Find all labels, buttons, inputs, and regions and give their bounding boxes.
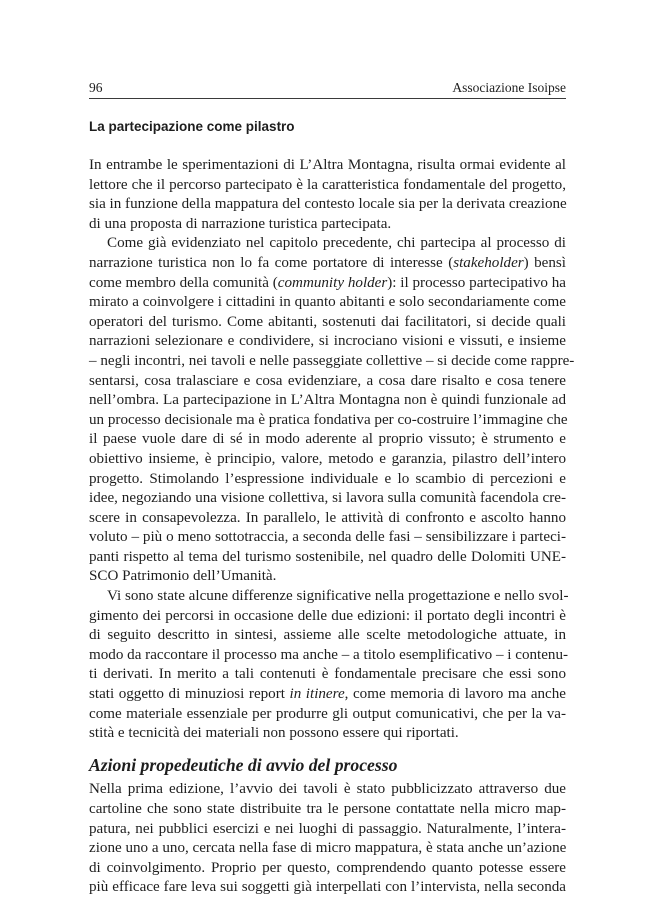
text-line [89, 274, 566, 294]
text-line: obiettivo insieme, è principio, valore, metodo e garanzia, pilastro dell’intero [89, 450, 566, 467]
text-line: narrazioni selezionare e condividere, si incrociano visioni e vissuti, e insieme [89, 333, 566, 350]
text-line: ti derivati. In merito a tali contenuti è fondamentale precisare che essi sono [89, 666, 566, 683]
text-line: stità e tecnicità dei materiali non possono essere qui riportati. [89, 725, 459, 742]
text-segment: ) bensì [523, 254, 566, 271]
text-segment: come membro della comunità ( [89, 274, 278, 291]
text-line: progetto. Stimolando l’espressione individuale e lo scambio di percezioni e [89, 470, 566, 487]
text-line: In entrambe le sperimentazioni di L’Altra Montagna, risulta ormai evidente al [89, 157, 566, 173]
text-line: zione uno a uno, cercata nella fase di micro mappatura, è stata anche un’azione [89, 840, 567, 857]
text-line: mirato a coinvolgere i cittadini in quanto abitanti e solo secondariamente come [89, 294, 566, 311]
spacer [89, 744, 566, 756]
page-number: 96 [89, 80, 103, 95]
text-line: più efficace fare leva sui soggetti già interpellati con l’intervista, nella seconda [89, 879, 566, 896]
text-line: panti rispetto al tema del turismo sostenibile, nel quadro delle Dolomiti UNE- [89, 548, 566, 565]
text-line: idee, negoziando una visione collettiva, si lavora sulla comunità facendola cre- [89, 490, 566, 507]
page-header [89, 80, 566, 99]
text-line: – negli incontri, nei tavoli e nelle passeggiate collettive – si decide come rappre- [89, 352, 575, 369]
text-line: di una proposta di narrazione turistica partecipata. [89, 215, 392, 232]
text-line: patura, nei pubblici esercizi e nei luoghi di passaggio. Naturalmente, l’intera- [89, 820, 566, 837]
text-line: voluto – più o meno sottotraccia, a seconda delle fasi – sensibilizzare i parteci- [89, 529, 566, 546]
text-line: sentarsi, cosa tralasciare e cosa evidenziare, a cosa dare risalto e cosa tenere [89, 372, 566, 389]
running-title: Associazione Isoipse [452, 80, 566, 95]
paragraph [89, 234, 575, 587]
text-line: come materiale essenziale per produrre gli output comunicativi, che per la va- [89, 705, 566, 722]
paragraph [89, 587, 569, 744]
text-line [89, 254, 566, 274]
text-line: modo da raccontare il processo ma anche – a titolo esemplificativo – i contenu- [89, 646, 569, 663]
text-segment: narrazione turistica non lo fa come portatore di interesse ( [89, 254, 454, 271]
text-line: nell’ombra. La partecipazione in L’Altra Montagna non è quindi funzionale ad [89, 392, 566, 409]
text-line: il paese vuole dare di sé in modo aderente al proprio vissuto; è strumento e [89, 431, 566, 448]
subsection-heading: Azioni propedeutiche di avvio del processo [89, 754, 398, 775]
text-line: operatori del turismo. Come abitanti, sostenuti dai facilitatori, si decide quali [89, 313, 566, 330]
paragraph [89, 156, 566, 234]
italic-term: community holder [277, 274, 388, 291]
text-line: di seguito descritto in sintesi, assieme alle scelte metodologiche attuate, in [89, 627, 566, 644]
section-heading: La partecipazione come pilastro [89, 119, 295, 134]
italic-term: in itinere [289, 686, 345, 703]
text-line: Vi sono state alcune differenze significative nella progettazione e nello svol- [107, 588, 569, 605]
page-body [89, 119, 575, 898]
text-line: Come già evidenziato nel capitolo precedente, chi partecipa al processo di [107, 235, 566, 252]
paragraph [89, 780, 566, 898]
text-segment: stati oggetto di minuziosi report [89, 686, 290, 703]
text-line: lettore che il percorso partecipato è la caratteristica fondamentale del progetto, [89, 176, 566, 193]
text-line: sia in funzione della mappatura del contesto locale sia per la derivata creazione [89, 196, 567, 213]
text-line: Nella prima edizione, l’avvio dei tavoli è stato pubblicizzato attraverso due [89, 781, 566, 798]
text-segment: ): il processo partecipativo ha [387, 274, 566, 291]
text-line [89, 685, 566, 705]
text-line: scere in consapevolezza. In parallelo, le attività di confronto e ascolto hanno [89, 509, 566, 526]
text-segment: , come memoria di lavoro ma anche [344, 686, 567, 703]
italic-term: stakeholder [453, 254, 524, 271]
text-line: un processo decisionale ma è pratica fondativa per co-costruire l’immagine che [89, 411, 568, 428]
text-line: SCO Patrimonio dell’Umanità. [89, 568, 277, 585]
text-line: gimento dei percorsi in occasione delle due edizioni: il portato degli incontri è [89, 607, 566, 624]
spacer [89, 135, 566, 156]
text-line: cartoline che sono state distribuite tra le persone contattate nella micro map- [89, 801, 566, 817]
text-line: di coinvolgimento. Proprio per questo, comprendendo quanto potesse essere [89, 859, 566, 876]
